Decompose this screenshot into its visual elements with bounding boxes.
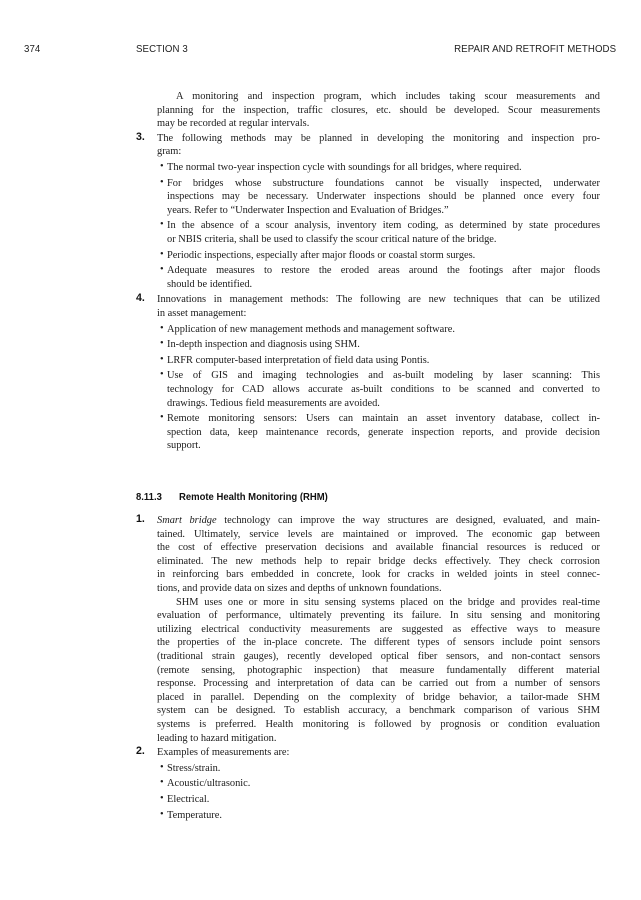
rhm-para-line: leading to hazard mitigation.	[157, 732, 277, 744]
measurement-item: Acoustic/ultrasonic.	[167, 778, 251, 790]
measurement-item: Electrical.	[167, 794, 210, 805]
rhm-para-line: evaluation of performance, ultimately preventing its failure. In situ sensing and monitoring	[157, 610, 600, 622]
bullet-icon: •	[160, 161, 164, 172]
rhm-para-line: SHM uses one or more in situ sensing systems placed on the bridge and provides real-time	[176, 596, 600, 608]
rhm-first-line-rest: technology can improve the way structures are designed, evaluated, and main-	[216, 515, 600, 526]
bullet-line: LRFR computer-based interpretation of field data using Pontis.	[167, 354, 430, 366]
bullet-icon: •	[160, 176, 164, 188]
bullet-line: Remote monitoring sensors: Users can maintain an asset inventory database, collect in-	[167, 413, 600, 425]
rhm-line: eliminated. The new methods help to repair bridge decks effectively. They check corrosion	[157, 555, 600, 567]
intro-line: A monitoring and inspection program, which includes taking scour measurements and	[176, 91, 600, 102]
bullet-icon: •	[160, 369, 164, 381]
bullet-line: technology for CAD allows accurate as-built conditions to be scanned and converted to	[167, 384, 600, 395]
section-heading-title: Remote Health Monitoring (RHM)	[179, 492, 328, 503]
rhm-line: in reinforcing bars embedded in concrete, look for cracks in welded joints in steel connec-	[157, 569, 600, 581]
bullet-line: or NBIS criteria, shall be used to classify the scour critical nature of the bridge.	[167, 234, 497, 245]
bullet-line: support.	[167, 440, 201, 452]
bullet-line: In the absence of a scour analysis, inventory item coding, as determined by state procedures	[167, 220, 600, 232]
bullet-line: Application of new management methods and management software.	[167, 323, 455, 335]
bullet-line: years. Refer to “Underwater Inspection and Evaluation of Bridges.”	[167, 204, 449, 216]
list-number: 1.	[136, 513, 145, 525]
list-number: 3.	[136, 130, 145, 143]
bullet-icon: •	[160, 793, 164, 804]
rhm-para-line: system can be designed. To establish accuracy, a benchmark comparison of various SHM	[157, 705, 600, 717]
rhm-para-line: response. Processing and interpretation of data can be carried out from a number of sensors	[157, 678, 600, 690]
bullet-icon: •	[160, 219, 164, 231]
rhm-para-line: (traditional strain gauges), recently developed optical fiber sensors, and non-contact sensors	[157, 651, 600, 662]
item-line: Innovations in management methods: The following are new techniques that can be utilized	[157, 294, 600, 306]
bullet-icon: •	[160, 808, 164, 820]
list-number: 2.	[136, 745, 145, 758]
rhm-para-line: utilizing electrical conductivity measurements are suggested as effective ways to measure	[157, 623, 600, 635]
item-line: gram:	[157, 146, 182, 158]
list-number: 4.	[136, 292, 145, 305]
bullet-line: inspections may be necessary. Underwater inspections should be planned once every four	[167, 191, 600, 203]
bullet-icon: •	[160, 248, 164, 260]
measurement-item: Temperature.	[167, 809, 222, 821]
page-number: 374	[24, 43, 41, 55]
rhm-para-line: the properties of the in-place concrete. The different types of sensors include point sensors	[157, 637, 600, 649]
intro-line: planning for the inspection, traffic closures, etc. should be developed. Scour measurements	[157, 104, 600, 116]
bullet-icon: •	[160, 761, 164, 773]
section-heading	[136, 492, 328, 503]
bullet-line: Periodic inspections, especially after major floods or coastal storm surges.	[167, 249, 476, 261]
rhm-line: tions, and provide data on sizes and depths of unknown foundations.	[157, 583, 442, 594]
bullet-line: For bridges whose substructure foundations cannot be visually inspected, underwater	[167, 177, 600, 189]
rhm-para-line: (remote sensing, photographic inspection) that measure fundamentally different material	[157, 664, 600, 676]
item-line: The following methods may be planned in developing the monitoring and inspection pro-	[157, 132, 600, 144]
bullet-line: The normal two-year inspection cycle with soundings for all bridges, where required.	[167, 162, 522, 173]
bullet-line: spection data, keep maintenance records, generate inspection reports, and provide decision	[167, 426, 600, 438]
rhm-first-line	[157, 514, 600, 527]
rhm-para-line: systems is preferred. Health monitoring is followed by prognosis or condition evaluation	[157, 719, 600, 730]
bullet-icon: •	[160, 338, 164, 350]
bullet-line: should be identified.	[167, 278, 253, 290]
running-title: REPAIR AND RETROFIT METHODS	[453, 43, 616, 55]
bullet-line: Use of GIS and imaging technologies and as-built modeling by laser scanning: This	[167, 370, 600, 382]
intro-line: may be recorded at regular intervals.	[157, 118, 310, 130]
rhm2-line: Examples of measurements are:	[157, 747, 290, 759]
rhm-line: tained. Ultimately, service levels are maintained or improved. The economic gap between	[157, 528, 600, 540]
bullet-icon: •	[160, 353, 164, 365]
rhm-line: the cost of effective preservation decisions and available financial resources is reduced or	[157, 542, 600, 554]
bullet-line: Adequate measures to restore the eroded areas around the footings after major floods	[167, 265, 600, 277]
bullet-icon: •	[160, 777, 164, 789]
bullet-icon: •	[160, 322, 164, 334]
measurement-item: Stress/strain.	[167, 762, 221, 774]
item-line: in asset management:	[157, 308, 247, 319]
bullet-icon: •	[160, 412, 164, 424]
rhm-para-line: placed in parallel. Depending on the complexity of bridge behavior, a tailor-made SHM	[157, 691, 600, 703]
bullet-line: drawings. Tedious field measurements are avoided.	[167, 397, 380, 409]
smart-bridge-term: Smart bridge	[157, 515, 217, 526]
section-label: SECTION 3	[136, 43, 188, 55]
section-heading-number: 8.11.3	[136, 492, 162, 503]
bullet-line: In-depth inspection and diagnosis using SHM.	[167, 339, 360, 351]
bullet-icon: •	[160, 264, 164, 276]
